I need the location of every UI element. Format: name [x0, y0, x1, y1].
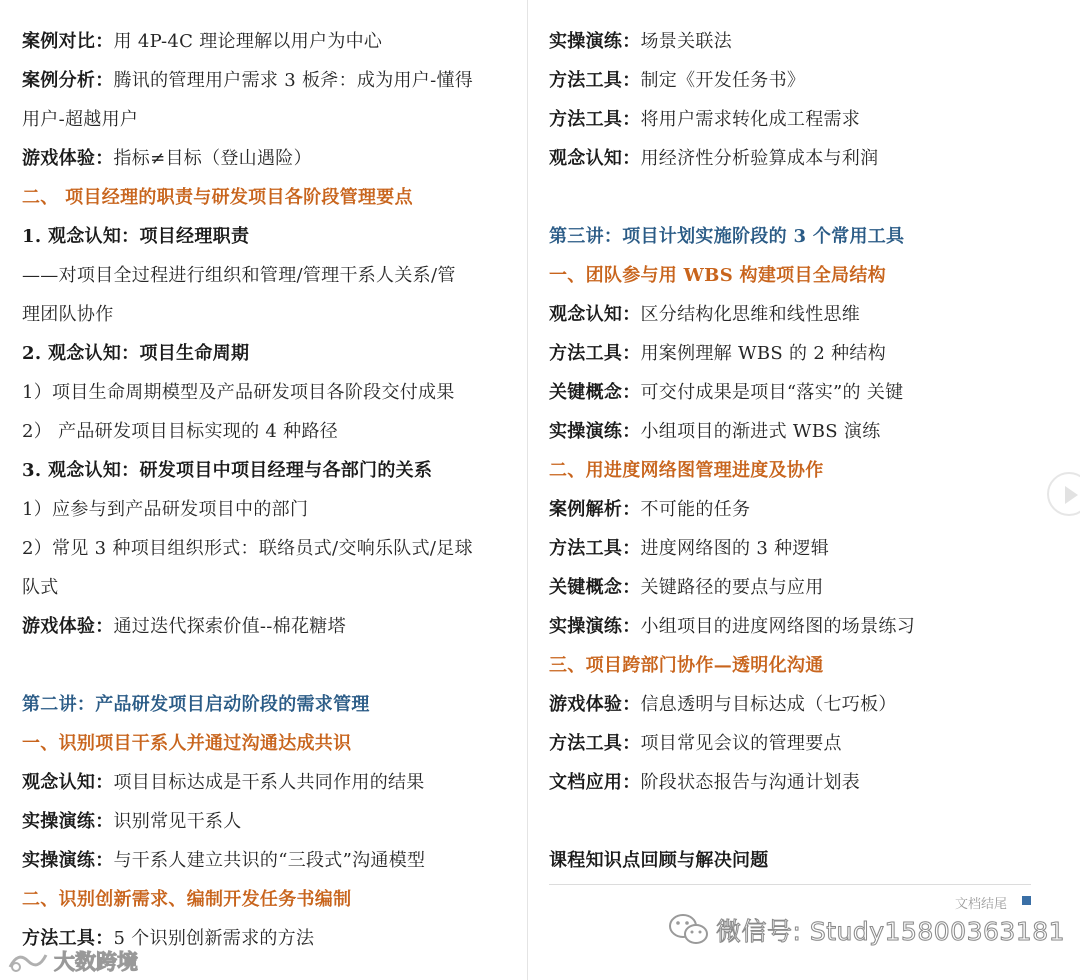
lecture-heading [549, 217, 904, 256]
brand-watermark [4, 945, 138, 977]
item-label: 文档应用： [549, 772, 641, 793]
content-line [549, 607, 915, 646]
content-line [549, 685, 897, 724]
lecture-heading [22, 685, 370, 724]
item-text: 将用户需求转化成工程需求 [640, 109, 861, 130]
item-label: 方法工具： [549, 70, 641, 91]
item-label: 案例分析： [22, 70, 114, 91]
item-text: 项目目标达成是干系人共同作用的结果 [113, 772, 425, 793]
bold-line-text: 3. 观念认知：研发项目中项目经理与各部门的关系 [22, 460, 433, 481]
content-line [549, 490, 750, 529]
content-line [549, 724, 842, 763]
item-text: 阶段状态报告与沟通计划表 [640, 772, 861, 793]
content-line [549, 100, 860, 139]
content-line [22, 256, 456, 295]
item-label: 关键概念： [549, 577, 641, 598]
subsection-heading-text: 一、团队参与用 WBS 构建项目全局结构 [549, 265, 886, 286]
wechat-watermark [668, 905, 1065, 955]
item-label: 实操演练： [22, 811, 114, 832]
item-text: 制定《开发任务书》 [640, 70, 806, 91]
item-label: 方法工具： [549, 343, 641, 364]
item-text: ——对项目全过程进行组织和管理/管理干系人关系/管 [22, 265, 456, 286]
content-line [549, 763, 860, 802]
item-label: 关键概念： [549, 382, 641, 403]
content-line [549, 568, 824, 607]
subsection-heading-text: 二、用进度网络图管理进度及协作 [549, 460, 824, 481]
document-end-square-icon [1022, 896, 1031, 905]
lecture-heading-text: 第三讲：项目计划实施阶段的 3 个常用工具 [549, 226, 905, 247]
content-line [549, 529, 829, 568]
content-line [549, 22, 732, 61]
content-line [549, 412, 881, 451]
content-line [22, 139, 312, 178]
item-label: 观念认知： [549, 304, 641, 325]
subsection-heading-text: 二、识别创新需求、编制开发任务书编制 [22, 889, 352, 910]
bold-line [549, 841, 769, 880]
content-line [22, 841, 425, 880]
bold-line [22, 217, 249, 256]
column-divider [527, 0, 528, 980]
item-text: 2） 产品研发项目目标实现的 4 种路径 [22, 421, 339, 442]
document-end-label: 文档结尾 [955, 897, 1008, 912]
item-label: 观念认知： [549, 148, 641, 169]
item-label: 方法工具： [549, 109, 641, 130]
subsection-heading [22, 880, 351, 919]
content-line [22, 763, 425, 802]
item-text: 区分结构化思维和线性思维 [640, 304, 861, 325]
subsection-heading-text: 二、 项目经理的职责与研发项目各阶段管理要点 [22, 187, 413, 208]
item-text: 项目常见会议的管理要点 [640, 733, 842, 754]
content-line [549, 295, 860, 334]
wechat-icon [668, 912, 710, 948]
item-text: 腾讯的管理用户需求 3 板斧：成为用户-懂得 [113, 70, 474, 91]
content-line [22, 802, 242, 841]
content-line [22, 61, 473, 100]
item-text: 理团队协作 [22, 304, 114, 325]
item-text: 小组项目的渐进式 WBS 演练 [640, 421, 881, 442]
item-text: 指标≠目标（登山遇险） [113, 148, 312, 169]
subsection-heading [22, 724, 351, 763]
subsection-heading-text: 一、识别项目干系人并通过沟通达成共识 [22, 733, 352, 754]
item-label: 实操演练： [549, 421, 641, 442]
item-text: 识别常见干系人 [113, 811, 242, 832]
item-label: 游戏体验： [549, 694, 641, 715]
item-label: 实操演练： [22, 850, 114, 871]
bold-line [22, 334, 249, 373]
content-line [22, 373, 455, 412]
bold-line-text: 1. 观念认知：项目经理职责 [22, 226, 250, 247]
subsection-heading [549, 451, 824, 490]
item-text: 可交付成果是项目“落实”的 关键 [640, 382, 904, 403]
item-text: 用 4P-4C 理论理解以用户为中心 [113, 31, 383, 52]
item-label: 实操演练： [549, 616, 641, 637]
item-text: 用案例理解 WBS 的 2 种结构 [640, 343, 886, 364]
item-text: 小组项目的进度网络图的场景练习 [640, 616, 915, 637]
item-text: 队式 [22, 577, 59, 598]
content-line [549, 61, 805, 100]
content-line [22, 607, 346, 646]
item-text: 信息透明与目标达成（七巧板） [640, 694, 897, 715]
lecture-heading-text: 第二讲：产品研发项目启动阶段的需求管理 [22, 694, 370, 715]
document-end-rule [549, 884, 1031, 885]
item-label: 方法工具： [22, 928, 114, 949]
item-text: 进度网络图的 3 种逻辑 [640, 538, 829, 559]
item-text: 关键路径的要点与应用 [640, 577, 824, 598]
next-page-icon [1065, 486, 1078, 504]
content-line [22, 100, 138, 139]
next-page-button[interactable] [1047, 472, 1080, 516]
content-line [22, 490, 308, 529]
content-line [22, 568, 59, 607]
subsection-heading [22, 178, 413, 217]
item-label: 方法工具： [549, 538, 641, 559]
item-text: 用经济性分析验算成本与利润 [640, 148, 879, 169]
item-text: 1）应参与到产品研发项目中的部门 [22, 499, 309, 520]
item-label: 方法工具： [549, 733, 641, 754]
item-text: 5 个识别创新需求的方法 [113, 928, 315, 949]
item-text: 不可能的任务 [640, 499, 751, 520]
brand-logo-icon [4, 947, 52, 975]
content-line [22, 22, 382, 61]
item-label: 游戏体验： [22, 148, 114, 169]
brand-name-text: 大数跨境 [54, 950, 138, 974]
content-line [22, 412, 338, 451]
subsection-heading [549, 256, 886, 295]
bold-line-text: 课程知识点回顾与解决问题 [549, 850, 769, 871]
content-line [549, 334, 886, 373]
item-text: 场景关联法 [640, 31, 732, 52]
item-text: 2）常见 3 种项目组织形式：联络员式/交响乐队式/足球 [22, 538, 473, 559]
subsection-heading-text: 三、项目跨部门协作—透明化沟通 [549, 655, 824, 676]
item-text: 通过迭代探索价值--棉花糖塔 [113, 616, 346, 637]
item-text: 与干系人建立共识的“三段式”沟通模型 [113, 850, 426, 871]
item-label: 观念认知： [22, 772, 114, 793]
item-text: 用户-超越用户 [22, 109, 139, 130]
content-line [549, 373, 903, 412]
bold-line-text: 2. 观念认知：项目生命周期 [22, 343, 250, 364]
content-line [22, 295, 114, 334]
bold-line [22, 451, 432, 490]
item-label: 案例解析： [549, 499, 641, 520]
content-line [22, 529, 473, 568]
content-line [549, 139, 878, 178]
item-label: 游戏体验： [22, 616, 114, 637]
item-text: 1）项目生命周期模型及产品研发项目各阶段交付成果 [22, 382, 455, 403]
wechat-id-text: 微信号: Study15800363181 [716, 917, 1066, 946]
item-label: 案例对比： [22, 31, 114, 52]
subsection-heading [549, 646, 824, 685]
item-label: 实操演练： [549, 31, 641, 52]
